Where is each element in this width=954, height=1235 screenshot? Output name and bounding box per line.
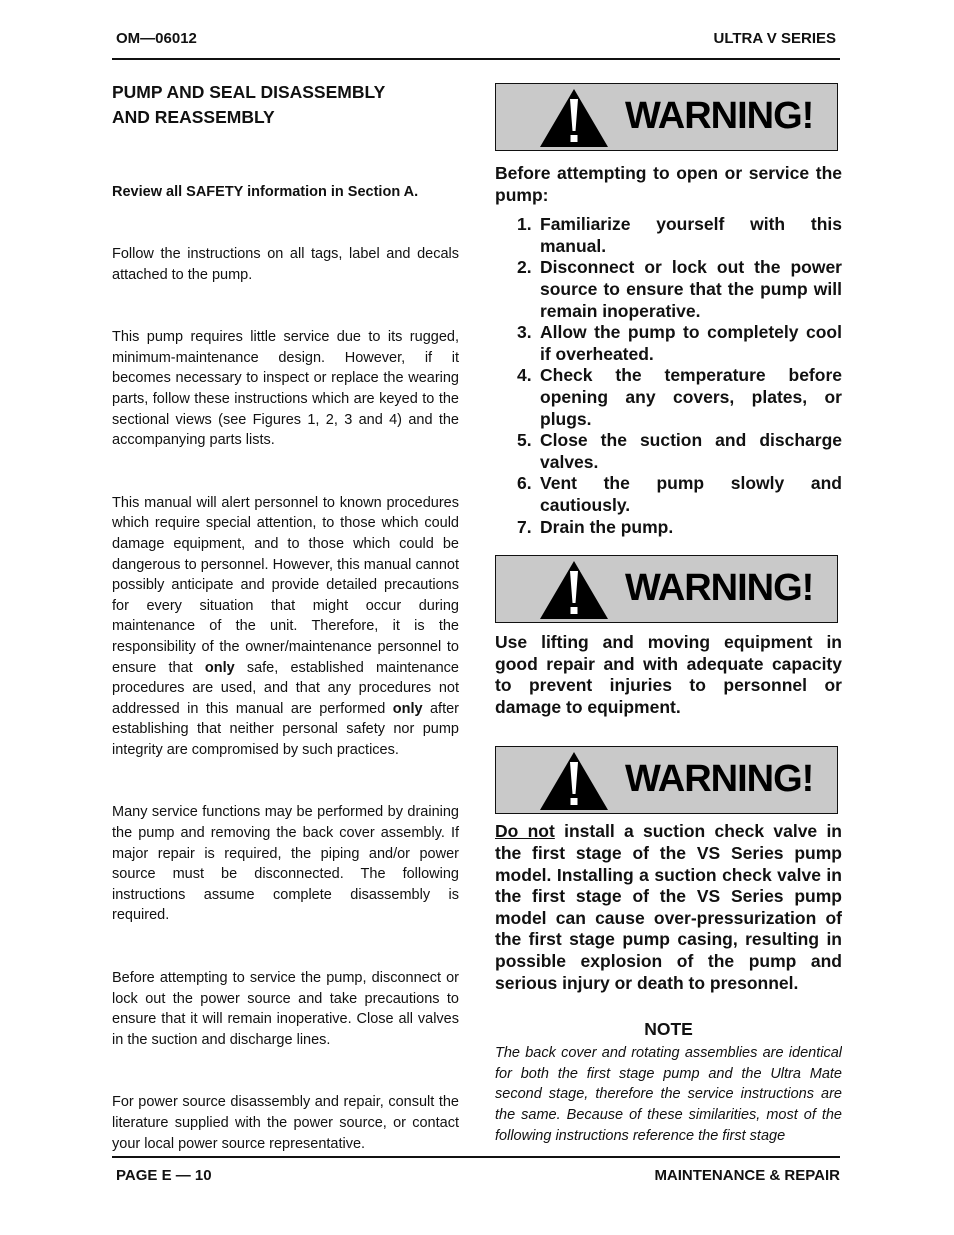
footer-section: MAINTENANCE & REPAIR [654, 1167, 840, 1184]
note-body: The back cover and rotating assemblies are identical for both the first stage pump and the Ultra Mate second stage, therefore the service instructions are the same. Because of these similarities, most of the following instructions reference the first stage [495, 1045, 842, 1144]
warning3-body: install a suction check valve in the first stage of the VS Series pump model. Installing a suction check valve in the first stage of the VS Series pump model can cause over-pressurization of the first stage pump casing, resulting in possible explosion of the pump and serious injury or death to presonnel. [495, 821, 842, 993]
safety-steps-list [495, 214, 842, 538]
step-number: 3. [517, 322, 532, 343]
list-item [495, 517, 842, 539]
only-emphasis-1: only [204, 659, 235, 676]
warning3-text [495, 821, 842, 994]
only-emphasis-2: only [392, 700, 423, 717]
paragraph-alert [112, 493, 459, 761]
alert-text-a: This manual will alert personnel to known procedures which require special attention, to those which could damage equipment, and to those which could be dangerous to personnel. However, this manual cannot possibly anticipate and provide detailed precautions for every situation that might occur during maintenance of the unit. Therefore, it is the responsibility of the owner/maintenance personnel to ensure that [112, 494, 459, 676]
doc-code: OM—06012 [116, 30, 197, 47]
warning-triangle-icon [538, 87, 610, 149]
alert-text-b: safe, established maintenance procedures are used, and that any procedures not addressed in this manual are performed [112, 659, 459, 717]
section-title-line1: PUMP AND SEAL DISASSEMBLY [112, 82, 386, 102]
warning-triangle-icon [538, 750, 610, 812]
review-safety-note: Review all SAFETY information in Section A. [112, 184, 419, 200]
step-number: 4. [517, 365, 532, 386]
warning-banner-2 [495, 555, 838, 623]
step-number: 6. [517, 473, 532, 494]
warning-triangle-icon [538, 559, 610, 621]
series-name: ULTRA V SERIES [713, 30, 836, 47]
warning-label: WARNING! [625, 95, 814, 137]
note-title: NOTE [644, 1019, 693, 1040]
header-rule [112, 58, 840, 60]
step-number: 1. [517, 214, 532, 235]
list-item [495, 430, 842, 473]
list-item [495, 365, 842, 430]
left-column [112, 80, 459, 1154]
step-text: Vent the pump slowly and cautiously. [540, 473, 842, 515]
right-column [495, 83, 842, 1145]
list-item [495, 257, 842, 322]
list-item [495, 322, 842, 365]
warning-label: WARNING! [625, 758, 814, 801]
warning2-text: Use lifting and moving equipment in good repair and with adequate capacity to prevent injuries to personnel or damage to equipment. [495, 632, 842, 717]
footer-rule [112, 1156, 840, 1158]
paragraph-power-repair: For power source disassembly and repair, consult the literature supplied with the power source, or contact your local power source representative. [112, 1094, 459, 1152]
section-title [112, 80, 459, 130]
list-item [495, 214, 842, 257]
section-title-line2: AND REASSEMBLY [112, 107, 275, 127]
step-text: Allow the pump to completely cool if overheated. [540, 322, 842, 364]
warning1-intro: Before attempting to open or service the pump: [495, 163, 842, 205]
do-not-emphasis: Do not [495, 821, 555, 842]
alert-text-c: after establishing that neither personal safety nor pump integrity are compromised by such practices. [112, 700, 459, 758]
warning-banner-3 [495, 746, 838, 814]
step-text: Drain the pump. [540, 516, 674, 537]
warning-label: WARNING! [625, 567, 814, 610]
step-text: Disconnect or lock out the power source to ensure that the pump will remain inoperative. [540, 257, 842, 321]
paragraph-service: This pump requires little service due to its rugged, minimum-maintenance design. However, if it becomes necessary to inspect or replace the wearing parts, follow these instructions which are keyed to the sectional views (see Figures 1, 2, 3 and 4) and the accompanying parts lists. [112, 329, 459, 449]
step-number: 7. [517, 516, 532, 537]
list-item [495, 473, 842, 516]
warning-banner-1 [495, 83, 838, 151]
step-number: 2. [517, 257, 532, 278]
paragraph-power-disconnect: Before attempting to service the pump, disconnect or lock out the power source and take precautions to ensure that it will remain inoperative. Close all valves in the suction and discharge lines. [112, 970, 459, 1048]
step-text: Familiarize yourself with this manual. [540, 214, 842, 256]
paragraph-tags: Follow the instructions on all tags, label and decals attached to the pump. [112, 246, 459, 283]
step-text: Close the suction and discharge valves. [540, 430, 842, 472]
page-number: PAGE E — 10 [116, 1167, 212, 1184]
step-number: 5. [517, 430, 532, 451]
step-text: Check the temperature before opening any covers, plates, or plugs. [540, 365, 842, 429]
paragraph-functions: Many service functions may be performed by draining the pump and removing the back cover assembly. If major repair is required, the piping and/or power source must be disconnected. The following instructions assume complete disassembly is required. [112, 804, 459, 924]
